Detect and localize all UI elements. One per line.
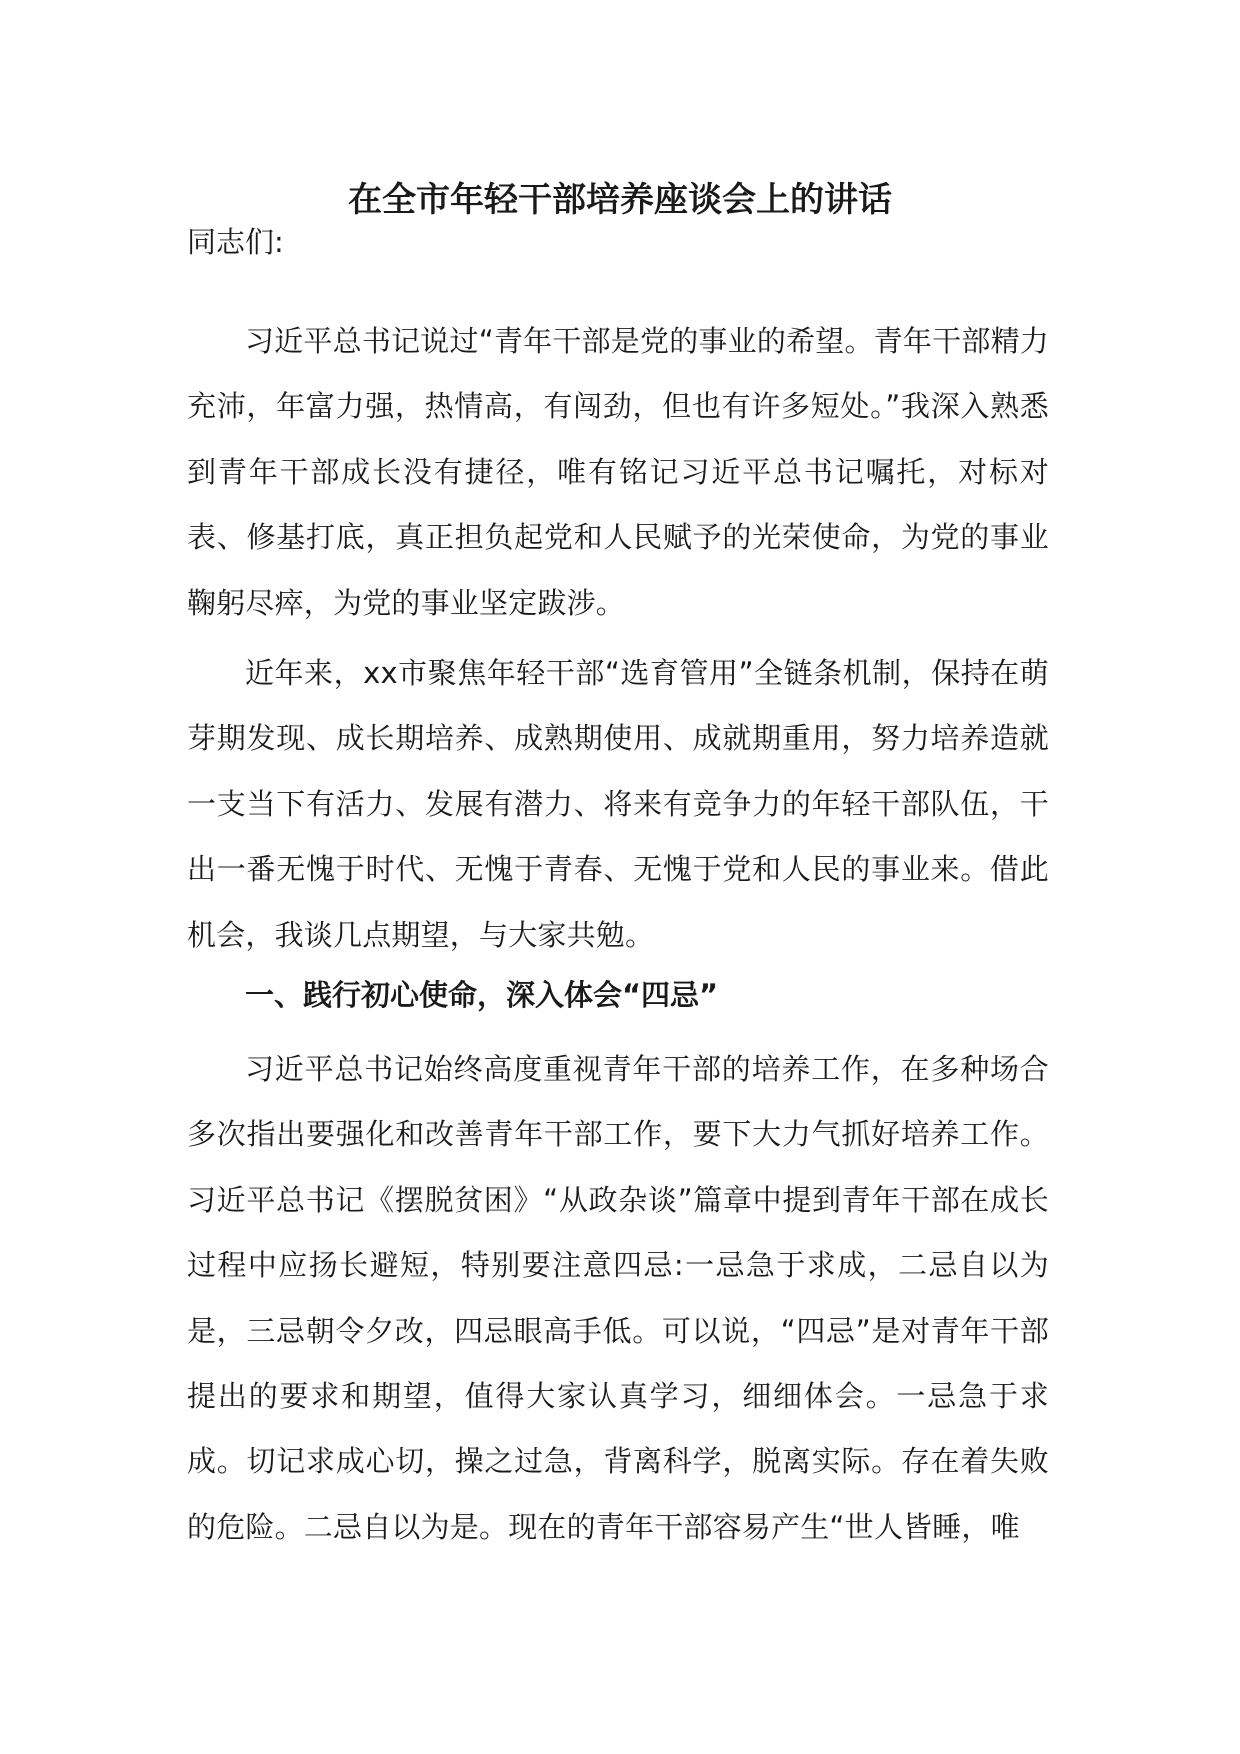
body-paragraph-2: 近年来，xx市聚焦年轻干部“选育管用”全链条机制，保持在萌芽期发现、成长期培养、成熟期使用、成就期重用，努力培养造就一支当下有活力、发展有潜力、将来有竞争力的年轻干部队伍，干出一番无愧于时代、无愧于青春、无愧于党和人民的事业来。借此机会，我谈几点期望，与大家共勉。 <box>187 656 1049 952</box>
salutation: 同志们: <box>187 225 284 259</box>
section-paragraph: 习近平总书记始终高度重视青年干部的培养工作，在多种场合多次指出要强化和改善青年干部工作，要下大力气抓好培养工作。习近平总书记《摆脱贫困》“从政杂谈”篇章中提到青年干部在成长过程中应扬长避短，特别要注意四忌:一忌急于求成，二忌自以为是，三忌朝令夕改，四忌眼高手低。可以说，“四忌”是对青年干部提出的要求和期望，值得大家认真学习，细细体会。一忌急于求成。切记求成心切，操之过急，背离科学，脱离实际。存在着失败的危险。二忌自以为是。现在的青年干部容易产生“世人皆睡，唯 <box>187 1052 1049 1544</box>
section-heading: 一、践行初心使命，深入体会“四忌” <box>245 978 719 1012</box>
body-paragraph-1: 习近平总书记说过“青年干部是党的事业的希望。青年干部精力充沛，年富力强，热情高，有闯劲，但也有许多短处。”我深入熟悉到青年干部成长没有捷径，唯有铭记习近平总书记嘱托，对标对表、修基打底，真正担负起党和人民赋予的光荣使命，为党的事业鞠躬尽瘁，为党的事业坚定跋涉。 <box>187 324 1049 620</box>
document-title: 在全市年轻干部培养座谈会上的讲话 <box>348 180 892 220</box>
